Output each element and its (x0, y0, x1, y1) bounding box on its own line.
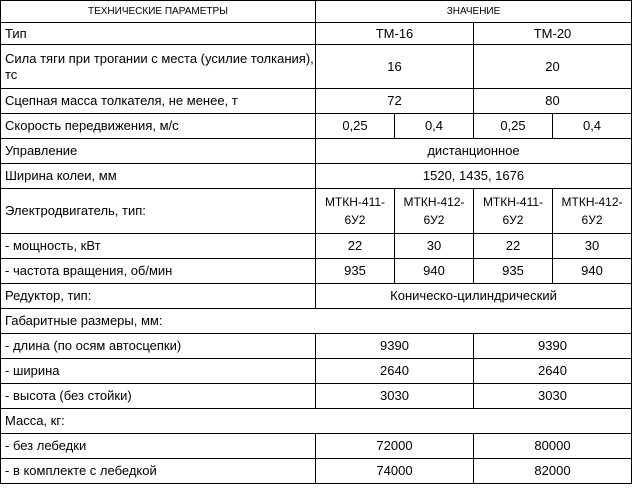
value-tm16: 3030 (316, 384, 474, 409)
row-coupling-mass (1, 89, 632, 114)
value-cell: МТКН-411-6У2 (474, 189, 553, 234)
row-mass-no-winch (1, 434, 632, 459)
header-row (1, 1, 632, 23)
value-tm20: 9390 (474, 334, 632, 359)
row-label: Редуктор, тип: (1, 284, 316, 309)
value-tm20: ТМ-20 (474, 23, 632, 45)
row-motor (1, 189, 632, 234)
row-traction (1, 45, 632, 89)
value-tm16: 72000 (316, 434, 474, 459)
value-tm16: 9390 (316, 334, 474, 359)
value-tm20: 3030 (474, 384, 632, 409)
row-label: Сцепная масса толкателя, не менее, т (1, 89, 316, 114)
value-cell: 935 (316, 259, 395, 284)
row-rpm (1, 259, 632, 284)
value-tm20: 2640 (474, 359, 632, 384)
value-tm20: 80000 (474, 434, 632, 459)
row-label: - длина (по осям автосцепки) (1, 334, 316, 359)
value-tm16: 74000 (316, 459, 474, 484)
row-dimensions (1, 309, 632, 334)
row-power (1, 234, 632, 259)
value-merged: 1520, 1435, 1676 (316, 164, 632, 189)
row-label: Управление (1, 139, 316, 164)
row-label: Сила тяги при трогании с места (усилие толкания), тс (1, 45, 316, 89)
value-cell: 940 (395, 259, 474, 284)
row-label: Тип (1, 23, 316, 45)
row-length (1, 334, 632, 359)
value-tm16: 2640 (316, 359, 474, 384)
row-type (1, 23, 632, 45)
value-tm20: 82000 (474, 459, 632, 484)
row-gauge (1, 164, 632, 189)
value-tm20: 80 (474, 89, 632, 114)
value-cell: 0,25 (316, 114, 395, 139)
value-cell: 940 (553, 259, 632, 284)
value-tm16: 16 (316, 45, 474, 89)
header-value: ЗНАЧЕНИЕ (316, 1, 632, 23)
row-label: Электродвигатель, тип: (1, 189, 316, 234)
value-cell: 30 (553, 234, 632, 259)
row-label: Скорость передвижения, м/с (1, 114, 316, 139)
value-cell: 30 (395, 234, 474, 259)
row-label: Ширина колеи, мм (1, 164, 316, 189)
value-merged: Коническо-цилиндрический (316, 284, 632, 309)
row-width (1, 359, 632, 384)
header-params: ТЕХНИЧЕСКИЕ ПАРАМЕТРЫ (1, 1, 316, 23)
value-tm16: ТМ-16 (316, 23, 474, 45)
value-cell: 22 (474, 234, 553, 259)
section-label: Габаритные размеры, мм: (1, 309, 632, 334)
row-mass (1, 409, 632, 434)
row-speed (1, 114, 632, 139)
value-cell: МТКН-411-6У2 (316, 189, 395, 234)
row-label: - без лебедки (1, 434, 316, 459)
row-label: - в комплекте с лебедкой (1, 459, 316, 484)
value-cell: 0,4 (395, 114, 474, 139)
row-label: - высота (без стойки) (1, 384, 316, 409)
row-mass-winch (1, 459, 632, 484)
value-cell: 22 (316, 234, 395, 259)
value-tm16: 72 (316, 89, 474, 114)
value-merged: дистанционное (316, 139, 632, 164)
value-cell: 935 (474, 259, 553, 284)
value-cell: МТКН-412-6У2 (395, 189, 474, 234)
value-cell: 0,4 (553, 114, 632, 139)
row-control (1, 139, 632, 164)
row-label: - мощность, кВт (1, 234, 316, 259)
section-label: Масса, кг: (1, 409, 632, 434)
value-tm20: 20 (474, 45, 632, 89)
row-height (1, 384, 632, 409)
value-cell: МТКН-412-6У2 (553, 189, 632, 234)
value-cell: 0,25 (474, 114, 553, 139)
row-label: - частота вращения, об/мин (1, 259, 316, 284)
row-label: - ширина (1, 359, 316, 384)
row-gearbox (1, 284, 632, 309)
